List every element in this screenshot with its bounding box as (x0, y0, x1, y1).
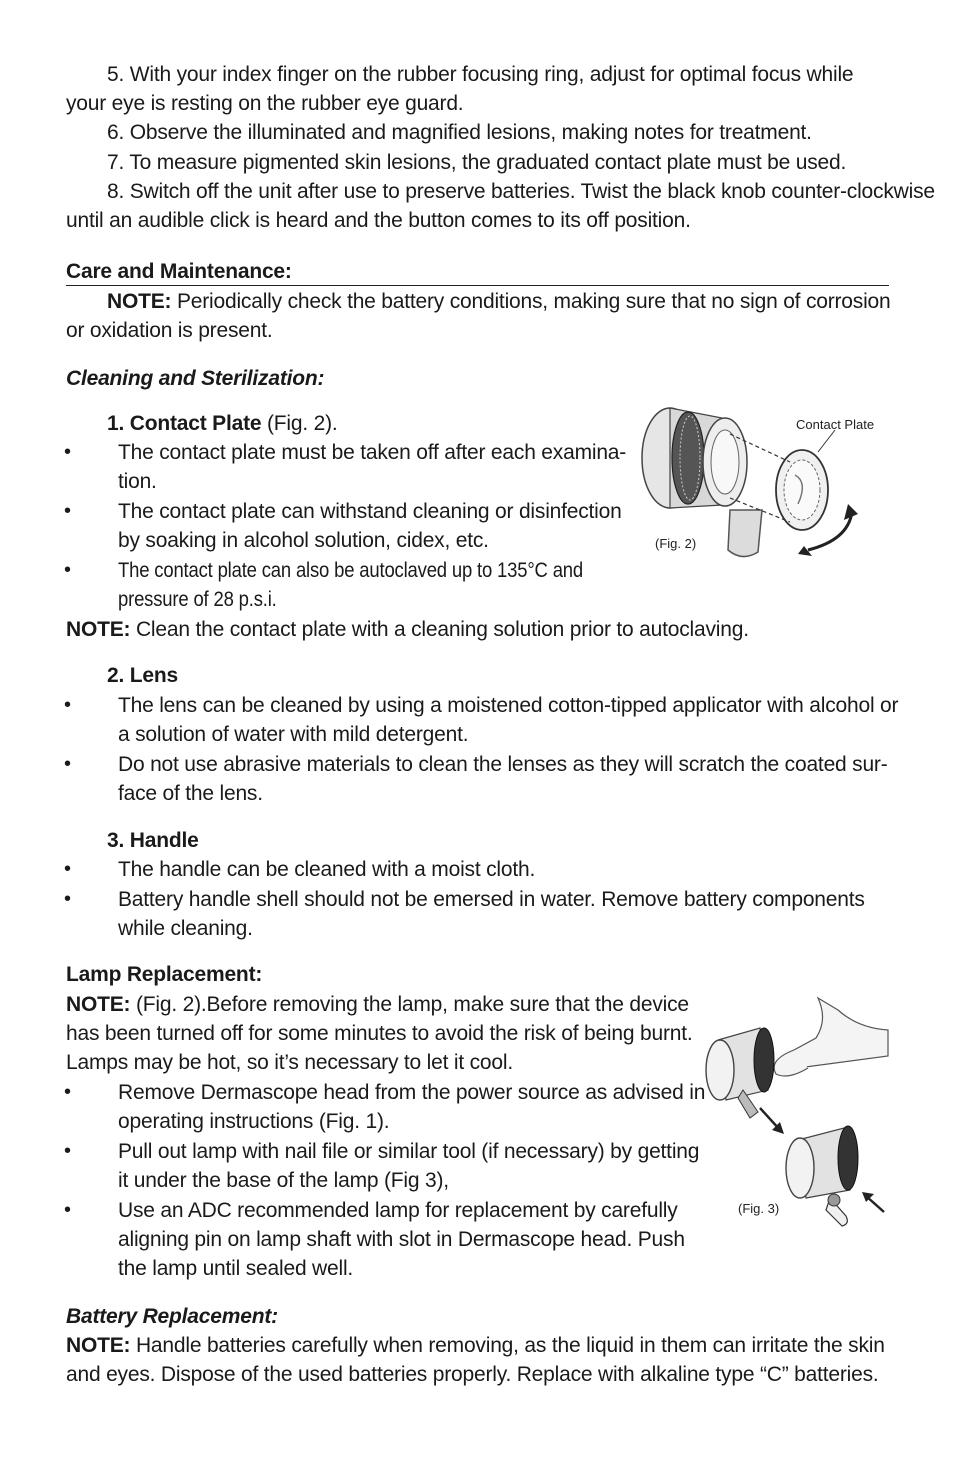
lens-title: 2. Lens (107, 664, 178, 687)
lamp-note-line-3: Lamps may be hot, so it’s necessary to let it cool. (66, 1051, 513, 1074)
lamp-bullet-1-line-1: Remove Dermascope head from the power source as advised in (118, 1081, 706, 1104)
lens-bullet-2-line-1: Do not use abrasive materials to clean the lenses as they will scratch the coated sur- (118, 753, 888, 776)
bullet-glyph: • (64, 858, 72, 880)
lens-bullet-2-line-2: face of the lens. (118, 782, 263, 805)
handle-bullet-2-line-2: while cleaning. (118, 917, 253, 940)
cleaning-heading: Cleaning and Sterilization: (66, 367, 325, 390)
care-heading: Care and Maintenance: (66, 260, 292, 283)
care-note-line-1 (107, 287, 891, 316)
bullet-glyph: • (64, 753, 72, 775)
bullet-glyph: • (64, 441, 72, 463)
contact-plate-bullet-3-line-2: pressure of 28 p.s.i. (118, 588, 277, 611)
care-heading-rule (66, 285, 889, 286)
step-6: 6. Observe the illuminated and magnified lesions, making notes for treatment. (107, 121, 812, 144)
lamp-note-line-1 (66, 990, 689, 1019)
step-8-line-2: until an audible click is heard and the button comes to its off position. (66, 209, 691, 232)
bullet-glyph: • (64, 1140, 72, 1162)
contact-plate-bullet-2-line-2: by soaking in alcohol solution, cidex, etc. (118, 529, 489, 552)
lamp-bullet-3-line-2: aligning pin on lamp shaft with slot in Dermascope head. Push (118, 1228, 685, 1251)
note-label: NOTE: (66, 1334, 131, 1357)
step-5-line-1: 5. With your index finger on the rubber focusing ring, adjust for optimal focus while (107, 63, 854, 86)
lamp-bullet-2-line-1: Pull out lamp with nail file or similar tool (if necessary) by getting (118, 1140, 700, 1163)
note-text: Periodically check the battery conditions, making sure that no sign of corrosion (171, 290, 891, 313)
note-label: NOTE: (107, 290, 172, 313)
figure-2-label: Contact Plate (796, 417, 875, 432)
lens-bullet-1-line-1: The lens can be cleaned by using a moistened cotton-tipped applicator with alcohol or (118, 694, 899, 717)
battery-heading: Battery Replacement: (66, 1305, 278, 1328)
bullet-glyph: • (64, 888, 72, 910)
handle-title: 3. Handle (107, 829, 199, 852)
lamp-heading: Lamp Replacement: (66, 963, 263, 986)
contact-plate-title (107, 409, 338, 438)
figure-3-lamp-replacement (698, 990, 893, 1235)
figure-3-caption: (Fig. 3) (738, 1201, 780, 1216)
step-8-line-1: 8. Switch off the unit after use to preserve batteries. Twist the black knob counter-clockwise (107, 180, 935, 203)
lens-bullet-1-line-2: a solution of water with mild detergent. (118, 723, 469, 746)
note-text: Handle batteries carefully when removing, as the liquid in them can irritate the skin (130, 1334, 885, 1357)
note-text: Clean the contact plate with a cleaning solution prior to autoclaving. (130, 618, 749, 641)
note-label: NOTE: (66, 618, 131, 641)
bullet-glyph: • (64, 559, 72, 581)
bullet-glyph: • (64, 694, 72, 716)
lamp-bullet-1-line-2: operating instructions (Fig. 1). (118, 1110, 390, 1133)
lamp-bullet-3-line-1: Use an ADC recommended lamp for replacement by carefully (118, 1199, 678, 1222)
contact-plate-title-bold: 1. Contact Plate (107, 412, 262, 435)
contact-plate-bullet-1-line-2: tion. (118, 470, 157, 493)
contact-plate-bullet-3-line-1: The contact plate can also be autoclaved up to 135°C and (118, 559, 583, 582)
lamp-bullet-3-line-3: the lamp until sealed well. (118, 1257, 354, 1280)
note-label: NOTE: (66, 993, 131, 1016)
battery-note-line-2: and eyes. Dispose of the used batteries properly. Replace with alkaline type “C” batteries. (66, 1363, 879, 1386)
handle-bullet-1: The handle can be cleaned with a moist cloth. (118, 858, 536, 881)
figure-2-caption: (Fig. 2) (655, 536, 697, 551)
contact-plate-bullet-2-line-1: The contact plate can withstand cleaning or disinfection (118, 500, 622, 523)
battery-note-line-1 (66, 1331, 885, 1360)
handle-bullet-2-line-1: Battery handle shell should not be emersed in water. Remove battery components (118, 888, 865, 911)
lamp-note-line-2: has been turned off for some minutes to avoid the risk of being burnt. (66, 1022, 693, 1045)
lamp-bullet-2-line-2: it under the base of the lamp (Fig 3), (118, 1169, 449, 1192)
contact-plate-fig-ref: (Fig. 2). (261, 412, 338, 435)
bullet-glyph: • (64, 500, 72, 522)
step-7: 7. To measure pigmented skin lesions, the graduated contact plate must be used. (107, 151, 847, 174)
contact-plate-note (66, 615, 749, 644)
note-text: (Fig. 2).Before removing the lamp, make sure that the device (130, 993, 689, 1016)
step-5-line-2: your eye is resting on the rubber eye guard. (66, 92, 464, 115)
bullet-glyph: • (64, 1199, 72, 1221)
lamp-removal-illustration (698, 990, 893, 1235)
bullet-glyph: • (64, 1081, 72, 1103)
care-note-line-2: or oxidation is present. (66, 319, 273, 342)
contact-plate-bullet-1-line-1: The contact plate must be taken off after each examina- (118, 441, 627, 464)
